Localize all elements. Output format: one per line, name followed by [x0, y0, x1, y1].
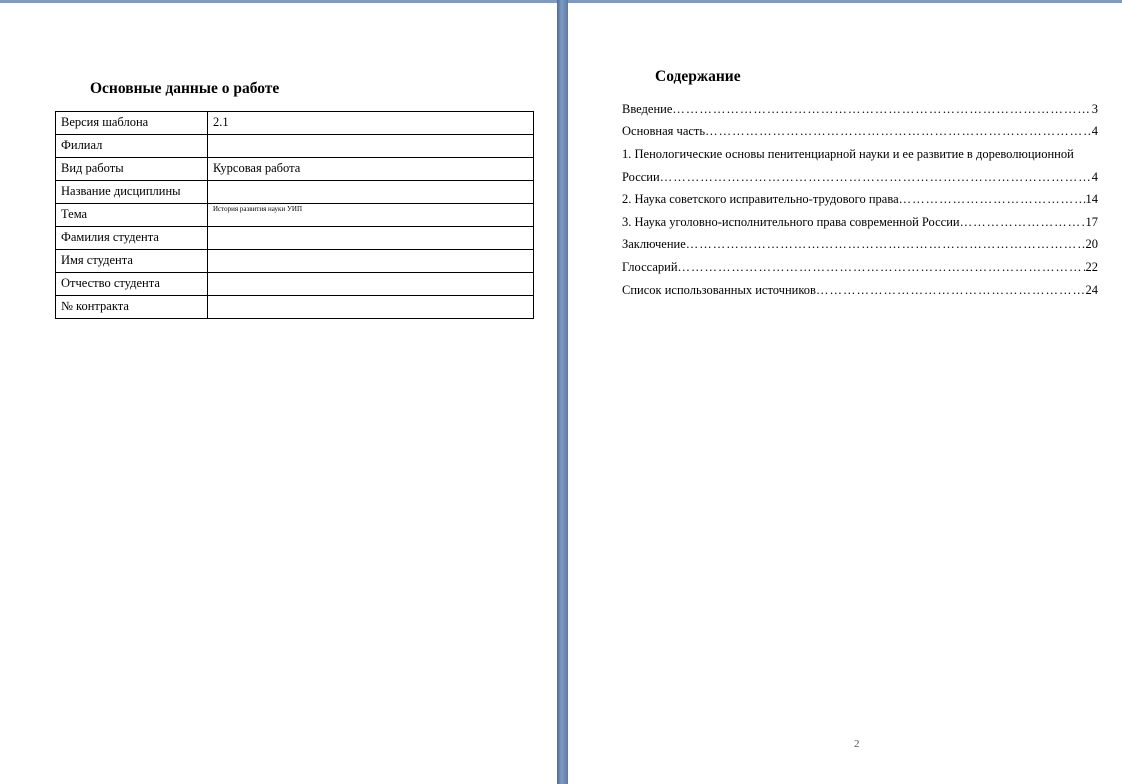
dot-leader [899, 192, 1086, 207]
table-row [56, 181, 534, 204]
row-label: Вид работы [56, 158, 208, 181]
toc-entry-page: 3 [1091, 101, 1098, 116]
row-label: Название дисциплины [56, 181, 208, 204]
toc-entry-title: России [622, 169, 660, 184]
row-value[interactable] [208, 227, 534, 250]
toc-entry-page: 22 [1085, 259, 1098, 274]
toc-entry[interactable] [622, 166, 1098, 189]
row-value[interactable]: 2.1 [208, 112, 534, 135]
toc-entry[interactable] [622, 98, 1098, 121]
toc-entry[interactable] [622, 256, 1098, 279]
row-label: Фамилия студента [56, 227, 208, 250]
table-row [56, 135, 534, 158]
toc-entry-title: Список использованных источников [622, 282, 816, 297]
dot-leader [660, 170, 1092, 185]
row-value[interactable]: Курсовая работа [208, 158, 534, 181]
table-row [56, 296, 534, 319]
document-page-1 [0, 3, 557, 784]
page-number: 2 [854, 738, 860, 750]
toc-entry-title: Введение [622, 101, 673, 116]
row-label: Тема [56, 204, 208, 227]
dot-leader [678, 260, 1086, 275]
work-data-table [55, 111, 534, 319]
toc-entry-title: 2. Наука советского исправительно-трудового права [622, 192, 899, 207]
table-row [56, 227, 534, 250]
dot-leader [705, 124, 1092, 139]
dot-leader [960, 215, 1086, 230]
row-label: № контракта [56, 296, 208, 319]
toc-entry[interactable] [622, 211, 1098, 234]
toc-entry-title: Основная часть [622, 124, 706, 139]
toc-entry[interactable] [622, 279, 1098, 302]
toc-entry-page: 14 [1085, 192, 1098, 207]
page-title: Основные данные о работе [90, 80, 280, 97]
table-row [56, 204, 534, 227]
dot-leader [816, 283, 1086, 298]
table-row [56, 250, 534, 273]
row-value[interactable] [208, 181, 534, 204]
row-label: Отчество студента [56, 273, 208, 296]
toc-entry[interactable] [622, 188, 1098, 211]
toc-entry[interactable] [622, 121, 1098, 144]
row-value[interactable] [208, 250, 534, 273]
toc-entry-page: 17 [1085, 214, 1098, 229]
row-value[interactable]: История развития науки УИП [208, 204, 534, 227]
row-label: Филиал [56, 135, 208, 158]
dot-leader [672, 102, 1091, 117]
row-value[interactable] [208, 135, 534, 158]
dot-leader [686, 237, 1086, 252]
toc-title: Содержание [655, 68, 741, 85]
table-row [56, 158, 534, 181]
toc-entry-page: 20 [1085, 237, 1098, 252]
toc-entry-title: Глоссарий [622, 259, 678, 274]
toc-entry-line[interactable] [622, 143, 1098, 166]
toc-entry-page: 24 [1085, 282, 1098, 297]
document-page-2 [568, 3, 1122, 784]
row-value[interactable] [208, 273, 534, 296]
row-label: Имя студента [56, 250, 208, 273]
toc-entry-title: 1. Пенологические основы пенитенциарной науки и ее развитие в дореволюционной [622, 146, 1074, 161]
toc-entry-page: 4 [1091, 169, 1098, 184]
row-label: Версия шаблона [56, 112, 208, 135]
table-of-contents [622, 98, 1098, 301]
toc-entry-title: Заключение [622, 237, 686, 252]
toc-entry[interactable] [622, 234, 1098, 257]
toc-entry-title: 3. Наука уголовно-исполнительного права современной России [622, 214, 960, 229]
page-gap [557, 0, 568, 784]
toc-entry-page: 4 [1091, 124, 1098, 139]
table-row [56, 273, 534, 296]
table-row [56, 112, 534, 135]
row-value[interactable] [208, 296, 534, 319]
